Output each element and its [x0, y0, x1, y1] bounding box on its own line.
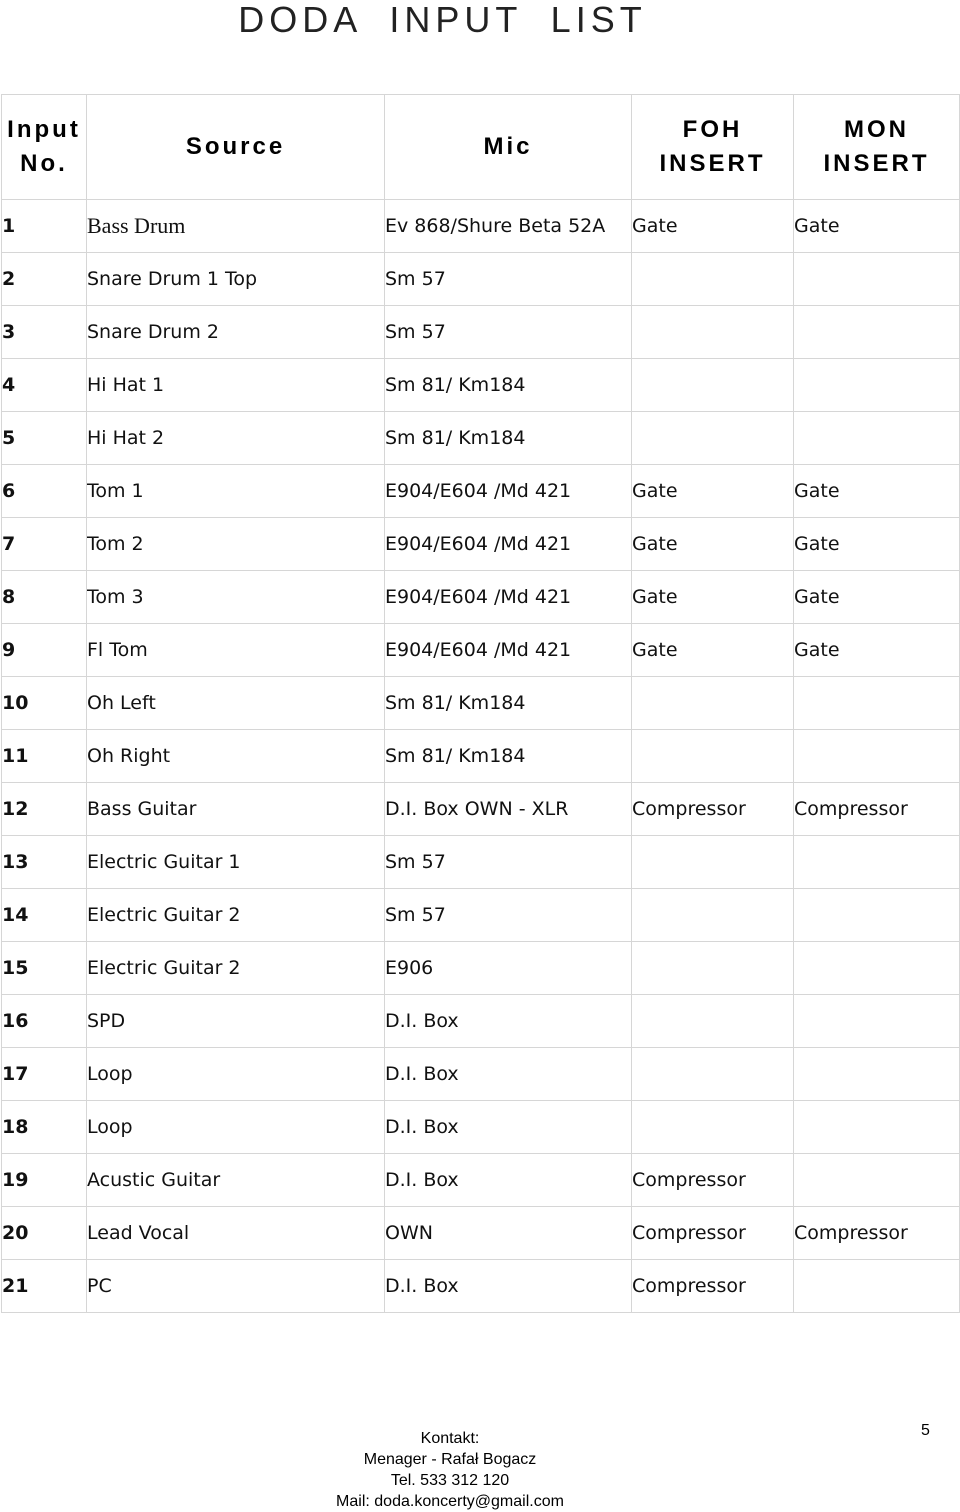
- input-number-cell: 19: [2, 1154, 87, 1207]
- source-cell: Fl Tom: [87, 624, 385, 677]
- input-number-cell: 2: [2, 253, 87, 306]
- header-foh-insert: FOH INSERT: [632, 95, 794, 200]
- mon-insert-cell: [794, 836, 960, 889]
- foh-insert-cell: [632, 1048, 794, 1101]
- foh-insert-cell: Gate: [632, 624, 794, 677]
- header-mon-insert: MON INSERT: [794, 95, 960, 200]
- input-number-cell: 18: [2, 1101, 87, 1154]
- table-row: [2, 677, 960, 730]
- source-cell: Tom 2: [87, 518, 385, 571]
- input-number-cell: 10: [2, 677, 87, 730]
- mon-insert-cell: Gate: [794, 518, 960, 571]
- source-cell: Lead Vocal: [87, 1207, 385, 1260]
- foh-insert-cell: [632, 677, 794, 730]
- table-row: [2, 306, 960, 359]
- table-row: [2, 465, 960, 518]
- contact-phone: Tel. 533 312 120: [390, 1472, 510, 1489]
- input-number-cell: 20: [2, 1207, 87, 1260]
- contact-footer: [300, 1428, 600, 1512]
- mic-cell: E906: [385, 942, 632, 995]
- mic-cell: D.I. Box: [385, 995, 632, 1048]
- mic-cell: Sm 81/ Km184: [385, 359, 632, 412]
- input-number-cell: 6: [2, 465, 87, 518]
- foh-insert-cell: [632, 306, 794, 359]
- input-number-cell: 15: [2, 942, 87, 995]
- mic-cell: Sm 57: [385, 889, 632, 942]
- table-row: [2, 624, 960, 677]
- foh-insert-cell: [632, 730, 794, 783]
- mon-insert-cell: Compressor: [794, 1207, 960, 1260]
- mon-insert-cell: [794, 306, 960, 359]
- table-row: [2, 730, 960, 783]
- table-row: [2, 1207, 960, 1260]
- source-cell: Snare Drum 2: [87, 306, 385, 359]
- input-number-cell: 1: [2, 200, 87, 253]
- mic-cell: D.I. Box OWN - XLR: [385, 783, 632, 836]
- table-row: [2, 1101, 960, 1154]
- mon-insert-cell: [794, 1048, 960, 1101]
- input-number-cell: 9: [2, 624, 87, 677]
- mic-cell: Sm 57: [385, 836, 632, 889]
- mon-insert-cell: Gate: [794, 465, 960, 518]
- foh-insert-cell: Compressor: [632, 1207, 794, 1260]
- table-row: [2, 518, 960, 571]
- header-row: [2, 95, 960, 200]
- header-source: Source: [87, 95, 385, 200]
- input-number-cell: 5: [2, 412, 87, 465]
- foh-insert-cell: Gate: [632, 518, 794, 571]
- mic-cell: E904/E604 /Md 421: [385, 571, 632, 624]
- mon-insert-cell: [794, 412, 960, 465]
- mic-cell: D.I. Box: [385, 1260, 632, 1313]
- table-row: [2, 1154, 960, 1207]
- input-number-cell: 14: [2, 889, 87, 942]
- source-cell: PC: [87, 1260, 385, 1313]
- table-row: [2, 200, 960, 253]
- mon-insert-cell: Gate: [794, 571, 960, 624]
- header-input-no: Input No.: [2, 95, 87, 200]
- foh-insert-cell: [632, 412, 794, 465]
- source-cell: Bass Guitar: [87, 783, 385, 836]
- table-row: [2, 995, 960, 1048]
- source-cell: Tom 1: [87, 465, 385, 518]
- mon-insert-cell: Gate: [794, 624, 960, 677]
- table-row: [2, 359, 960, 412]
- mon-insert-cell: Compressor: [794, 783, 960, 836]
- foh-insert-cell: Gate: [632, 465, 794, 518]
- source-cell: Oh Right: [87, 730, 385, 783]
- page-number: 5: [921, 1422, 930, 1439]
- input-number-cell: 17: [2, 1048, 87, 1101]
- source-cell: Hi Hat 2: [87, 412, 385, 465]
- input-number-cell: 8: [2, 571, 87, 624]
- source-cell: Snare Drum 1 Top: [87, 253, 385, 306]
- table-row: [2, 1260, 960, 1313]
- mic-cell: D.I. Box: [385, 1048, 632, 1101]
- mic-cell: Sm 57: [385, 306, 632, 359]
- mon-insert-cell: [794, 1101, 960, 1154]
- source-cell: Bass Drum: [87, 200, 385, 253]
- mic-cell: E904/E604 /Md 421: [385, 624, 632, 677]
- input-number-cell: 7: [2, 518, 87, 571]
- mon-insert-cell: [794, 359, 960, 412]
- contact-mail: Mail: doda.koncerty@gmail.com: [336, 1493, 564, 1510]
- mic-cell: OWN: [385, 1207, 632, 1260]
- mon-insert-cell: [794, 677, 960, 730]
- mon-insert-cell: [794, 730, 960, 783]
- input-list-table: [1, 94, 960, 1313]
- foh-insert-cell: Gate: [632, 571, 794, 624]
- source-cell: Electric Guitar 1: [87, 836, 385, 889]
- input-number-cell: 11: [2, 730, 87, 783]
- table-row: [2, 836, 960, 889]
- mon-insert-cell: Gate: [794, 200, 960, 253]
- mic-cell: D.I. Box: [385, 1154, 632, 1207]
- mon-insert-cell: [794, 995, 960, 1048]
- source-cell: SPD: [87, 995, 385, 1048]
- input-number-cell: 13: [2, 836, 87, 889]
- table-row: [2, 1048, 960, 1101]
- mic-cell: Sm 81/ Km184: [385, 412, 632, 465]
- source-cell: Electric Guitar 2: [87, 942, 385, 995]
- source-cell: Loop: [87, 1048, 385, 1101]
- mic-cell: E904/E604 /Md 421: [385, 465, 632, 518]
- table-row: [2, 942, 960, 995]
- foh-insert-cell: [632, 889, 794, 942]
- input-number-cell: 21: [2, 1260, 87, 1313]
- source-cell: Electric Guitar 2: [87, 889, 385, 942]
- source-cell: Oh Left: [87, 677, 385, 730]
- input-number-cell: 4: [2, 359, 87, 412]
- input-number-cell: 12: [2, 783, 87, 836]
- table-row: [2, 571, 960, 624]
- table-row: [2, 889, 960, 942]
- mic-cell: Sm 81/ Km184: [385, 677, 632, 730]
- foh-insert-cell: [632, 942, 794, 995]
- page-title: DODA INPUT LIST: [238, 0, 647, 40]
- source-cell: Hi Hat 1: [87, 359, 385, 412]
- mon-insert-cell: [794, 889, 960, 942]
- source-cell: Acustic Guitar: [87, 1154, 385, 1207]
- mic-cell: E904/E604 /Md 421: [385, 518, 632, 571]
- foh-insert-cell: Compressor: [632, 1154, 794, 1207]
- source-cell: Loop: [87, 1101, 385, 1154]
- input-number-cell: 16: [2, 995, 87, 1048]
- contact-manager: Menager - Rafał Bogacz: [363, 1451, 537, 1468]
- table-row: [2, 253, 960, 306]
- foh-insert-cell: Compressor: [632, 1260, 794, 1313]
- foh-insert-cell: Gate: [632, 200, 794, 253]
- mon-insert-cell: [794, 1260, 960, 1313]
- mic-cell: Ev 868/Shure Beta 52A: [385, 200, 632, 253]
- foh-insert-cell: [632, 995, 794, 1048]
- mic-cell: Sm 57: [385, 253, 632, 306]
- header-mic: Mic: [385, 95, 632, 200]
- foh-insert-cell: [632, 359, 794, 412]
- foh-insert-cell: Compressor: [632, 783, 794, 836]
- foh-insert-cell: [632, 836, 794, 889]
- input-number-cell: 3: [2, 306, 87, 359]
- source-cell: Tom 3: [87, 571, 385, 624]
- mic-cell: D.I. Box: [385, 1101, 632, 1154]
- contact-label: Kontakt:: [420, 1430, 480, 1447]
- mic-cell: Sm 81/ Km184: [385, 730, 632, 783]
- mon-insert-cell: [794, 942, 960, 995]
- table-row: [2, 412, 960, 465]
- mon-insert-cell: [794, 1154, 960, 1207]
- foh-insert-cell: [632, 253, 794, 306]
- table-row: [2, 783, 960, 836]
- mon-insert-cell: [794, 253, 960, 306]
- foh-insert-cell: [632, 1101, 794, 1154]
